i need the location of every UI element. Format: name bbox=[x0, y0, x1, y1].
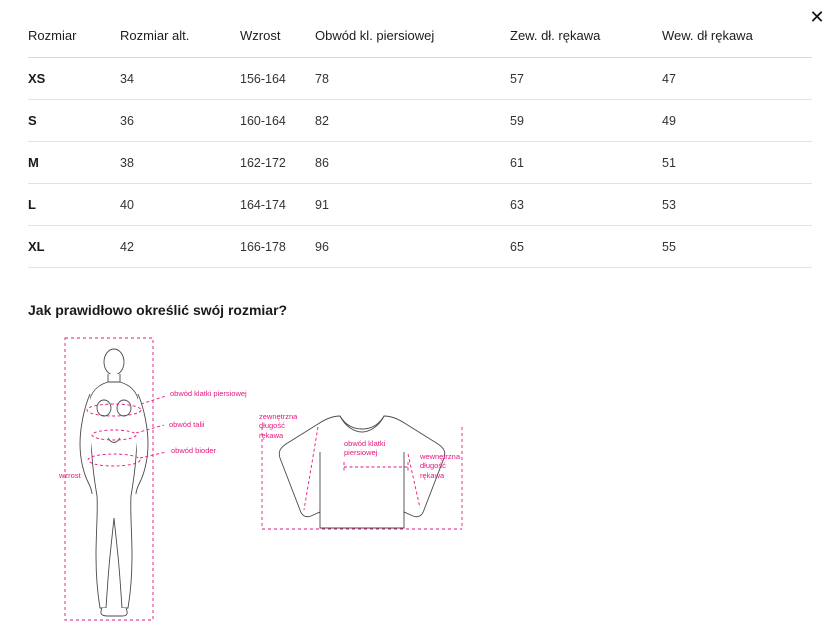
cell-size: XL bbox=[28, 226, 120, 268]
measurement-diagram bbox=[28, 332, 812, 632]
table-row bbox=[28, 226, 812, 268]
column-header-height: Wzrost bbox=[240, 28, 315, 58]
cell-outer-sleeve: 61 bbox=[510, 142, 662, 184]
cell-inner-sleeve: 47 bbox=[662, 58, 812, 100]
cell-chest: 86 bbox=[315, 142, 510, 184]
cell-inner-sleeve: 53 bbox=[662, 184, 812, 226]
label-inner-sleeve-length: wewnętrzna długość rękawa bbox=[420, 452, 461, 480]
column-header-inner-sleeve: Wew. dł rękawa bbox=[662, 28, 812, 58]
column-header-chest: Obwód kl. piersiowej bbox=[315, 28, 510, 58]
label-chest-circumference: obwód klatki piersiowej bbox=[170, 389, 247, 398]
cell-size: XS bbox=[28, 58, 120, 100]
cell-height: 160-164 bbox=[240, 100, 315, 142]
cell-size-alt: 40 bbox=[120, 184, 240, 226]
cell-size: L bbox=[28, 184, 120, 226]
female-body-icon bbox=[80, 349, 148, 616]
table-row bbox=[28, 58, 812, 100]
label-hips-circumference: obwód bioder bbox=[171, 446, 217, 455]
cell-height: 162-172 bbox=[240, 142, 315, 184]
cell-size-alt: 38 bbox=[120, 142, 240, 184]
column-header-outer-sleeve: Zew. dł. rękawa bbox=[510, 28, 662, 58]
cell-outer-sleeve: 63 bbox=[510, 184, 662, 226]
guide-title: Jak prawidłowo określić swój rozmiar? bbox=[28, 302, 288, 318]
cell-height: 156-164 bbox=[240, 58, 315, 100]
cell-inner-sleeve: 49 bbox=[662, 100, 812, 142]
cell-chest: 91 bbox=[315, 184, 510, 226]
cell-size: M bbox=[28, 142, 120, 184]
label-waist-circumference: obwód talii bbox=[169, 420, 205, 429]
cell-size-alt: 36 bbox=[120, 100, 240, 142]
cell-outer-sleeve: 57 bbox=[510, 58, 662, 100]
cell-height: 166-178 bbox=[240, 226, 315, 268]
cell-chest: 82 bbox=[315, 100, 510, 142]
table-header-row bbox=[28, 28, 812, 58]
label-height: wzrost bbox=[59, 471, 81, 480]
column-header-size-alt: Rozmiar alt. bbox=[120, 28, 240, 58]
cell-outer-sleeve: 65 bbox=[510, 226, 662, 268]
label-outer-sleeve-length: zewnętrzna długość rękawa bbox=[259, 412, 298, 440]
cell-inner-sleeve: 51 bbox=[662, 142, 812, 184]
label-shirt-chest-circumference: obwód klatki piersiowej bbox=[344, 439, 386, 458]
table-body bbox=[28, 58, 812, 268]
cell-outer-sleeve: 59 bbox=[510, 100, 662, 142]
table-row bbox=[28, 184, 812, 226]
cell-size-alt: 34 bbox=[120, 58, 240, 100]
cell-chest: 96 bbox=[315, 226, 510, 268]
cell-size: S bbox=[28, 100, 120, 142]
table-row bbox=[28, 100, 812, 142]
table-row bbox=[28, 142, 812, 184]
measurement-figures bbox=[28, 332, 812, 632]
close-icon[interactable]: ✕ bbox=[809, 7, 825, 27]
cell-inner-sleeve: 55 bbox=[662, 226, 812, 268]
cell-height: 164-174 bbox=[240, 184, 315, 226]
size-table bbox=[28, 28, 812, 268]
cell-chest: 78 bbox=[315, 58, 510, 100]
table-header bbox=[28, 28, 812, 58]
column-header-size: Rozmiar bbox=[28, 28, 120, 58]
cell-size-alt: 42 bbox=[120, 226, 240, 268]
